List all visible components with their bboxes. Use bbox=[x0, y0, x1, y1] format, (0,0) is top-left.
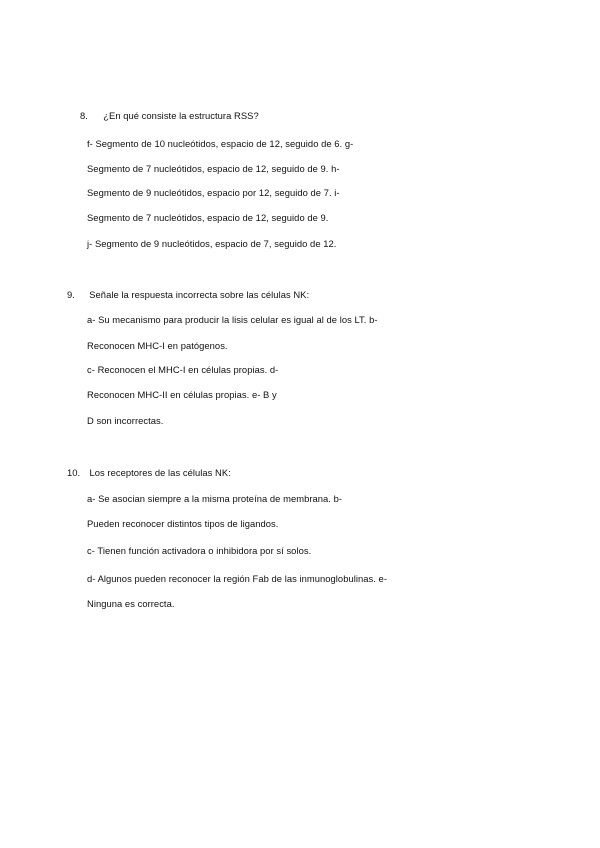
question-prompt: Los receptores de las células NK: bbox=[89, 467, 231, 478]
answer-line: Segmento de 9 nucleótidos, espacio por 12, seguido de 7. i- bbox=[87, 187, 340, 198]
question-10-heading bbox=[67, 467, 231, 479]
answer-line: Ninguna es correcta. bbox=[87, 598, 175, 609]
question-8-heading bbox=[80, 110, 259, 122]
answer-line: a- Se asocian siempre a la misma proteína de membrana. b- bbox=[87, 493, 343, 504]
answer-line: Segmento de 7 nucleótidos, espacio de 12, seguido de 9. h- bbox=[87, 163, 340, 174]
answer-line: Segmento de 7 nucleótidos, espacio de 12, seguido de 9. bbox=[87, 212, 329, 223]
answer-line: j- Segmento de 9 nucleótidos, espacio de 7, seguido de 12. bbox=[87, 238, 337, 249]
answer-line: D son incorrectas. bbox=[87, 415, 164, 426]
answer-line: Reconocen MHC-II en células propias. e- B y bbox=[87, 389, 277, 400]
answer-line: d- Algunos pueden reconocer la región Fab de las inmunoglobulinas. e- bbox=[87, 573, 387, 584]
answer-line: a- Su mecanismo para producir la lisis celular es igual al de los LT. b- bbox=[87, 314, 378, 325]
answer-line: f- Segmento de 10 nucleótidos, espacio de 12, seguido de 6. g- bbox=[87, 138, 354, 149]
answer-line: Reconocen MHC-I en patógenos. bbox=[87, 340, 228, 351]
question-number: 8. bbox=[80, 110, 88, 121]
question-9-heading bbox=[67, 289, 309, 301]
question-number: 9. bbox=[67, 289, 75, 300]
question-number: 10. bbox=[67, 467, 81, 478]
answer-line: c- Reconocen el MHC-I en células propias. d- bbox=[87, 364, 279, 375]
question-prompt: Señale la respuesta incorrecta sobre las células NK: bbox=[89, 289, 310, 300]
question-prompt: ¿En qué consiste la estructura RSS? bbox=[103, 110, 259, 121]
answer-line: Pueden reconocer distintos tipos de ligandos. bbox=[87, 518, 279, 529]
answer-line: c- Tienen función activadora o inhibidora por sí solos. bbox=[87, 545, 312, 556]
